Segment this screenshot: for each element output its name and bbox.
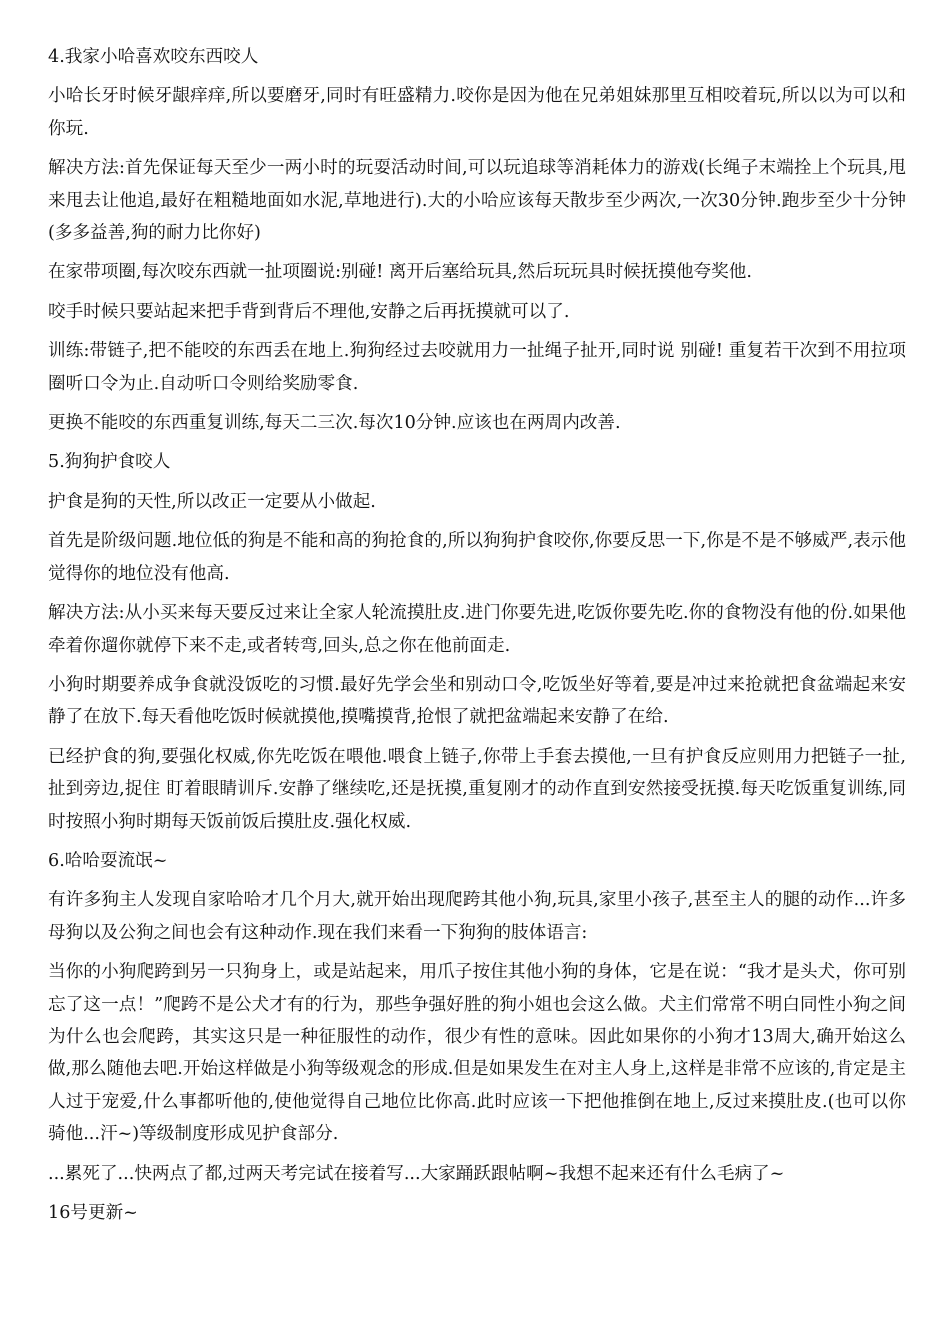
paragraph-collar-method: 在家带项圈,每次咬东西就一扯项圈说:别碰! 离开后塞给玩具,然后玩玩具时候抚摸他夸奖他. — [48, 262, 752, 283]
heading-section-4: 4.我家小哈喜欢咬东西咬人 — [48, 47, 259, 67]
paragraph-hand-biting: 咬手时候只要站起来把手背到背后不理他,安静之后再抚摸就可以了. — [48, 301, 570, 322]
paragraph-closing-note: ...累死了...快两点了都,过两天考完试在接着写...大家踊跃跟帖啊~我想不起来还有什么毛病了~ — [48, 1163, 785, 1184]
paragraph-teething-cause: 小哈长牙时候牙龈痒痒,所以要磨牙,同时有旺盛精力.咬你是因为他在兄弟姐妹那里互相咬着玩,所以以为可以和你玩. — [48, 86, 906, 139]
heading-section-5: 5.狗狗护食咬人 — [48, 452, 171, 473]
paragraph-leash-training: 训练:带链子,把不能咬的东西丢在地上.狗狗经过去咬就用力一扯绳子扯开,同时说 别碰! 重复若干次到不用拉项圈听口令为止.自动听口令则给奖励零食. — [48, 341, 906, 394]
paragraph-food-guarding-nature: 护食是狗的天性,所以改正一定要从小做起. — [48, 491, 376, 512]
paragraph-repeat-training: 更换不能咬的东西重复训练,每天二三次.每次10分钟.应该也在两周内改善. — [48, 413, 621, 434]
document-body — [48, 41, 906, 1236]
paragraph-rank-solution: 解决方法:从小买来每天要反过来让全家人轮流摸肚皮.进门你要先进,吃饭你要先吃.你的食物没有他的份.如果他牵着你遛你就停下来不走,或者转弯,回头,总之你在他前面走. — [48, 603, 906, 656]
paragraph-play-solution: 解决方法:首先保证每天至少一两小时的玩耍活动时间,可以玩追球等消耗体力的游戏(长绳子末端拴上个玩具,甩来甩去让他追,最好在粗糙地面如水泥,草地进行).大的小哈应该每天散步至少两次,一次30分钟.跑步至少十分钟(多多益善,狗的耐力比你好) — [48, 158, 907, 244]
paragraph-update-note: 16号更新~ — [48, 1203, 138, 1223]
paragraph-mounting-intro: 有许多狗主人发现自家哈哈才几个月大,就开始出现爬跨其他小狗,玩具,家里小孩子,甚至主人的腿的动作...许多母狗以及公狗之间也会有这种动作.现在我们来看一下狗狗的肢体语言: — [48, 890, 906, 943]
paragraph-puppy-habits: 小狗时期要养成争食就没饭吃的习惯.最好先学会坐和别动口令,吃饭坐好等着,要是冲过来抢就把食盆端起来安静了在放下.每天看他吃饭时候就摸他,摸嘴摸背,抢恨了就把盆端起来安静了在给. — [48, 674, 906, 728]
paragraph-adult-guarding: 已经护食的狗,要强化权威,你先吃饭在喂他.喂食上链子,你带上手套去摸他,一旦有护食反应则用力把链子一扯,扯到旁边,捉住 盯着眼睛训斥.安静了继续吃,还是抚摸,重复刚才的动作直到安然接受抚摸.每天吃饭重复训练,同时按照小狗时期每天饭前饭后摸肚皮.强化权威. — [48, 746, 906, 832]
paragraph-rank-issue: 首先是阶级问题.地位低的狗是不能和高的狗抢食的,所以狗狗护食咬你,你要反思一下,你是不是不够威严,表示他觉得你的地位没有他高. — [48, 531, 906, 584]
paragraph-mounting-explanation: 当你的小狗爬跨到另一只狗身上，或是站起来，用爪子按住其他小狗的身体，它是在说：“我才是头犬，你可别忘了这一点！”爬跨不是公犬才有的行为，那些争强好胜的狗小姐也会这么做。犬主们常常不明白同性小狗之间为什么也会爬跨，其实这只是一种征服性的动作，很少有性的意味。因此如果你的小狗才13周大,确开始这么做,那么随他去吧.开始这样做是小狗等级观念的形成.但是如果发生在对主人身上,这样是非常不应该的,肯定是主人过于宠爱,什么事都听他的,使他觉得自己地位比你高.此时应该一下把他推倒在地上,反过来摸肚皮.(也可以你骑他...汗~)等级制度形成见护食部分. — [48, 962, 906, 1145]
heading-section-6: 6.哈哈耍流氓~ — [48, 850, 168, 871]
